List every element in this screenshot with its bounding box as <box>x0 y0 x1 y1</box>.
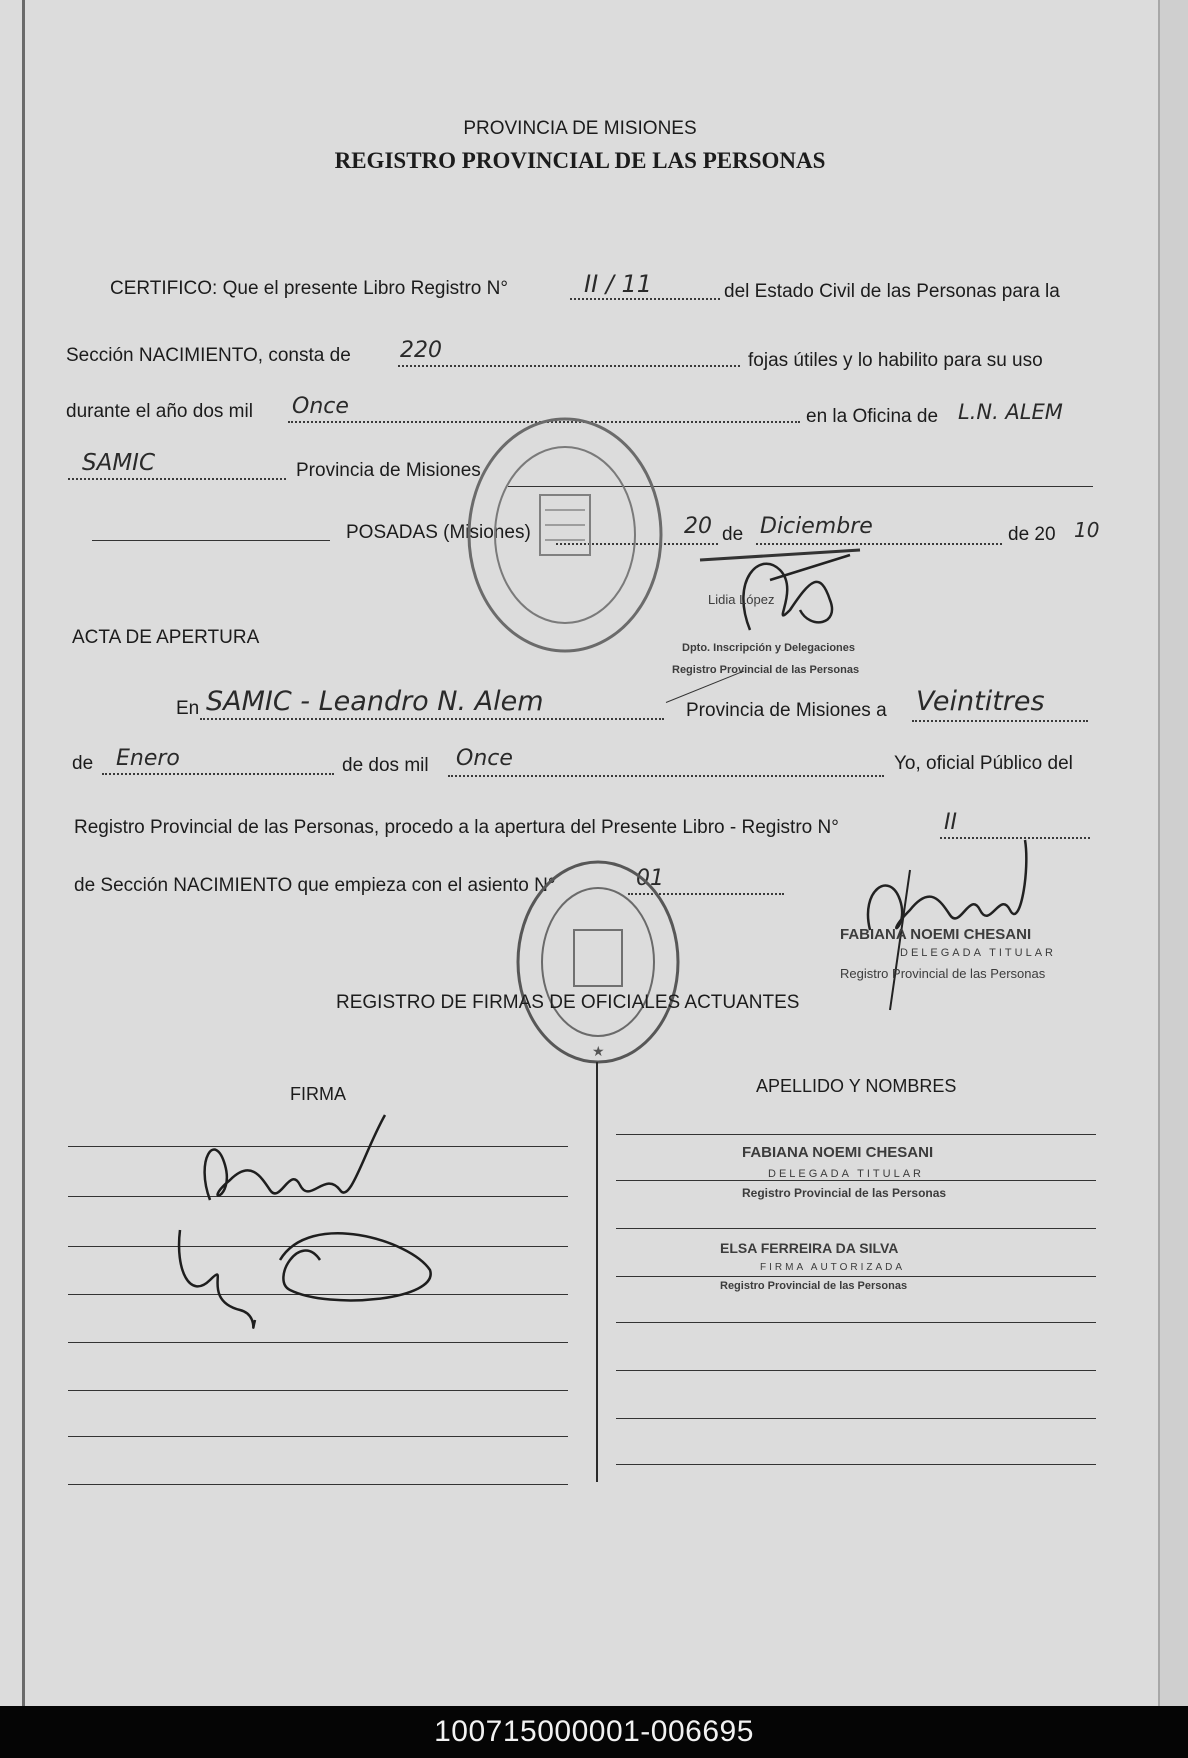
acta-yo-oficial: Yo, oficial Público del <box>894 753 1073 774</box>
acta-dia-blank <box>912 720 1088 722</box>
delegate-signature <box>850 830 1050 1020</box>
official-2-name: ELSA FERREIRA DA SILVA <box>720 1240 899 1256</box>
oficina-continuacion: SAMIC <box>82 450 156 476</box>
acta-de-dos-mil: de dos mil <box>342 755 429 776</box>
cert-line2-blank <box>398 365 740 367</box>
acta-mes-blank <box>102 773 334 775</box>
page-left-edge <box>22 0 25 1706</box>
de-1: de <box>722 524 744 545</box>
acta-anio-blank <box>448 775 884 777</box>
director-stamp-office: Registro Provincial de las Personas <box>672 664 860 676</box>
official-1-name: FABIANA NOEMI CHESANI <box>742 1144 934 1161</box>
delegate-stamp-office: Registro Provincial de las Personas <box>840 966 1046 981</box>
dia-fecha: 20 <box>684 514 712 539</box>
delegate-stamp-role: DELEGADA TITULAR <box>900 947 1056 959</box>
mes-fecha: Diciembre <box>760 514 873 539</box>
acta-de: de <box>72 753 94 774</box>
provincial-seal-lower <box>510 850 686 1080</box>
cert-line3-a: durante el año dos mil <box>66 401 253 422</box>
document-id-bar <box>0 1706 1188 1758</box>
official-1-office: Registro Provincial de las Personas <box>742 1186 947 1200</box>
col-nombres-header: APELLIDO Y NOMBRES <box>756 1076 957 1096</box>
signatures-title: REGISTRO DE FIRMAS DE OFICIALES ACTUANTES <box>336 992 800 1013</box>
acta-line3: Registro Provincial de las Personas, procedo a la apertura del Presente Libro - Registro N° <box>74 817 839 838</box>
official-2-office: Registro Provincial de las Personas <box>720 1280 908 1292</box>
province-heading: PROVINCIA DE MISIONES <box>463 118 697 139</box>
acta-anio: Once <box>456 746 513 771</box>
acta-mes: Enero <box>116 746 180 771</box>
acta-en: En <box>176 698 200 719</box>
acta-dia: Veintitres <box>916 686 1045 717</box>
anio-habilitado: Once <box>292 394 349 419</box>
official-signatures <box>170 1110 440 1340</box>
column-divider <box>596 1062 598 1482</box>
cert-line4-b: Provincia de Misiones <box>296 460 481 481</box>
official-2-role: FIRMA AUTORIZADA <box>760 1262 906 1273</box>
page-right-edge <box>1158 0 1188 1706</box>
registry-heading: REGISTRO PROVINCIAL DE LAS PERSONAS <box>334 148 826 173</box>
cert-line2-b: fojas útiles y lo habilito para su uso <box>748 350 1043 371</box>
acta-line4: de Sección NACIMIENTO que empieza con el asiento N° <box>74 875 556 896</box>
acta-provincia: Provincia de Misiones a <box>686 700 887 721</box>
delegate-stamp-name: FABIANA NOEMI CHESANI <box>840 926 1032 943</box>
svg-text:★: ★ <box>592 1044 605 1060</box>
cert-line3-b: en la Oficina de <box>806 406 939 427</box>
anio-fecha: 10 <box>1074 518 1100 542</box>
cert-line2-a: Sección NACIMIENTO, consta de <box>66 345 351 366</box>
director-stamp-dept: Dpto. Inscripción y Delegaciones <box>682 642 855 654</box>
official-1-role: DELEGADA TITULAR <box>768 1168 924 1180</box>
document-id: 100715000001-006695 <box>434 1715 754 1748</box>
director-stamp-name: Lidia López <box>708 592 775 607</box>
de-2: de 20 <box>1008 524 1056 545</box>
date-line-rule <box>92 540 330 541</box>
city-date: POSADAS (Misiones) <box>346 522 531 543</box>
cert-line1-blank <box>570 298 720 300</box>
acta-registro-num: II <box>944 810 957 835</box>
acta-lugar: SAMIC - Leandro N. Alem <box>206 686 544 717</box>
cert-line4-blank <box>68 478 286 480</box>
fojas-count: 220 <box>400 338 442 363</box>
col-firma-header: FIRMA <box>290 1084 346 1104</box>
acta-lugar-blank <box>200 718 664 720</box>
cert-line1-b: del Estado Civil de las Personas para la <box>724 281 1060 302</box>
provincial-seal-upper <box>460 410 670 660</box>
cert-line1-a: CERTIFICO: Que el presente Libro Registro N° <box>110 278 508 299</box>
acta-title: ACTA DE APERTURA <box>72 627 260 648</box>
oficina-nombre: L.N. ALEM <box>958 400 1063 424</box>
acta-asiento: 01 <box>636 866 664 891</box>
libro-numero: II / 11 <box>584 270 653 298</box>
